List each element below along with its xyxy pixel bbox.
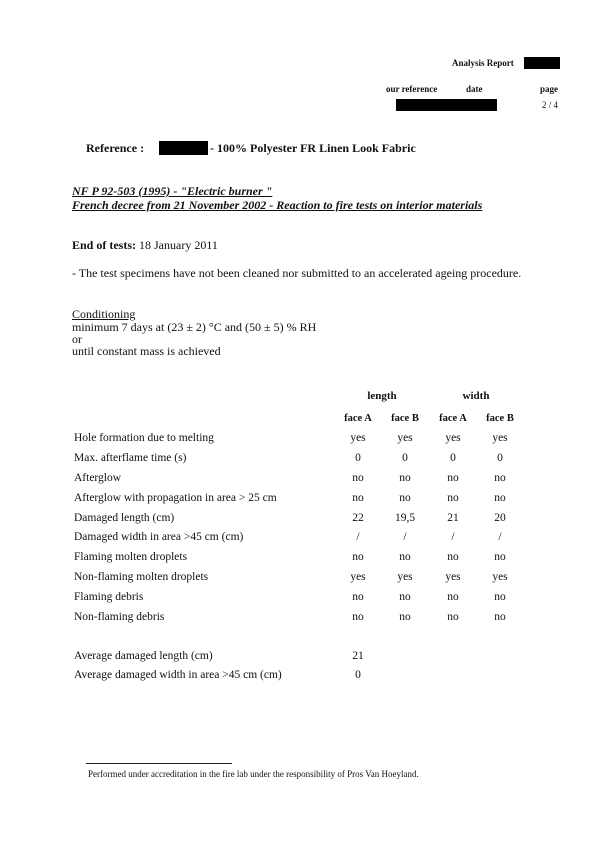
redacted-reference-date xyxy=(396,99,497,111)
table-cell: / xyxy=(451,531,455,543)
end-of-tests-date: 18 January 2011 xyxy=(139,238,218,252)
row-label: Afterglow xyxy=(74,472,122,484)
sub-header-width-face-a: face A xyxy=(439,413,467,424)
end-of-tests-label: End of tests: xyxy=(72,238,137,252)
table-cell: yes xyxy=(445,571,461,583)
table-cell: no xyxy=(352,611,364,623)
end-of-tests xyxy=(72,238,218,253)
table-cell: no xyxy=(352,591,364,603)
table-cell: 21 xyxy=(447,512,459,524)
table-cell: yes xyxy=(397,571,413,583)
table-cell: 0 xyxy=(355,452,361,464)
table-cell: / xyxy=(403,531,407,543)
table-cell: no xyxy=(447,591,459,603)
specimen-note: - The test specimens have not been cleaned nor submitted to an accelerated ageing procedure. xyxy=(72,266,522,280)
row-label: Max. afterflame time (s) xyxy=(74,452,187,464)
footnote: Performed under accreditation in the fire lab under the responsibility of Pros Van Hoeyland. xyxy=(88,769,419,779)
table-cell: no xyxy=(494,551,506,563)
sub-header-length-face-a: face A xyxy=(344,413,372,424)
table-cell: 0 xyxy=(497,452,503,464)
table-cell: yes xyxy=(350,571,366,583)
row-label: Damaged width in area >45 cm (cm) xyxy=(74,531,244,543)
standard-line-2: French decree from 21 November 2002 - Reaction to fire tests on interior materials xyxy=(72,198,483,212)
product-name: - 100% Polyester FR Linen Look Fabric xyxy=(210,141,416,155)
report-title: Analysis Report xyxy=(452,58,514,68)
table-cell: yes xyxy=(445,432,461,444)
table-cell: no xyxy=(494,492,506,504)
row-label: Afterglow with propagation in area > 25 cm xyxy=(74,492,277,504)
row-label: Non-flaming molten droplets xyxy=(74,571,209,583)
table-cell: no xyxy=(399,551,411,563)
date-label: date xyxy=(466,84,483,94)
table-cell: no xyxy=(447,551,459,563)
table-cell: no xyxy=(494,611,506,623)
table-cell: no xyxy=(399,492,411,504)
conditioning-line-3: until constant mass is achieved xyxy=(72,344,221,358)
table-cell: yes xyxy=(397,432,413,444)
table-cell: 19,5 xyxy=(394,512,416,524)
conditioning-line-1: minimum 7 days at (23 ± 2) °C and (50 ± 5) % RH xyxy=(72,320,317,334)
average-width-label: Average damaged width in area >45 cm (cm) xyxy=(74,669,282,681)
reference-label: Reference : xyxy=(86,141,145,155)
page-number: 2 / 4 xyxy=(542,100,559,110)
table-cell: 0 xyxy=(402,452,408,464)
sub-header-length-face-b: face B xyxy=(391,413,419,424)
standard-line-1: NF P 92-503 (1995) - "Electric burner " xyxy=(72,184,273,198)
redacted-report-number xyxy=(524,57,560,69)
table-cell: no xyxy=(447,472,459,484)
table-cell: no xyxy=(494,591,506,603)
average-length-label: Average damaged length (cm) xyxy=(74,650,213,662)
sub-header-width-face-b: face B xyxy=(486,413,514,424)
average-length-value: 21 xyxy=(352,650,364,662)
conditioning-title: Conditioning xyxy=(72,307,136,321)
our-reference-label: our reference xyxy=(386,84,438,94)
page-label: page xyxy=(540,84,558,94)
row-label: Damaged length (cm) xyxy=(74,512,175,524)
table-cell: no xyxy=(352,472,364,484)
table-cell: / xyxy=(356,531,360,543)
table-cell: no xyxy=(399,611,411,623)
row-label: Non-flaming debris xyxy=(74,611,165,623)
table-cell: no xyxy=(494,472,506,484)
table-cell: yes xyxy=(492,432,508,444)
table-cell: / xyxy=(498,531,502,543)
table-cell: yes xyxy=(492,571,508,583)
table-cell: 20 xyxy=(494,512,506,524)
redacted-reference-code xyxy=(159,141,208,155)
table-cell: no xyxy=(399,472,411,484)
table-cell: no xyxy=(447,492,459,504)
group-header-length: length xyxy=(367,390,397,402)
group-header-width: width xyxy=(462,390,490,402)
row-label: Flaming molten droplets xyxy=(74,551,188,563)
table-cell: no xyxy=(447,611,459,623)
footnote-divider xyxy=(86,763,232,764)
average-width-value: 0 xyxy=(355,669,361,681)
table-cell: 22 xyxy=(352,512,364,524)
conditioning-line-2: or xyxy=(72,332,82,346)
table-cell: yes xyxy=(350,432,366,444)
row-label: Flaming debris xyxy=(74,591,144,603)
table-cell: no xyxy=(352,551,364,563)
table-cell: 0 xyxy=(450,452,456,464)
table-cell: no xyxy=(399,591,411,603)
row-label: Hole formation due to melting xyxy=(74,432,214,444)
table-cell: no xyxy=(352,492,364,504)
